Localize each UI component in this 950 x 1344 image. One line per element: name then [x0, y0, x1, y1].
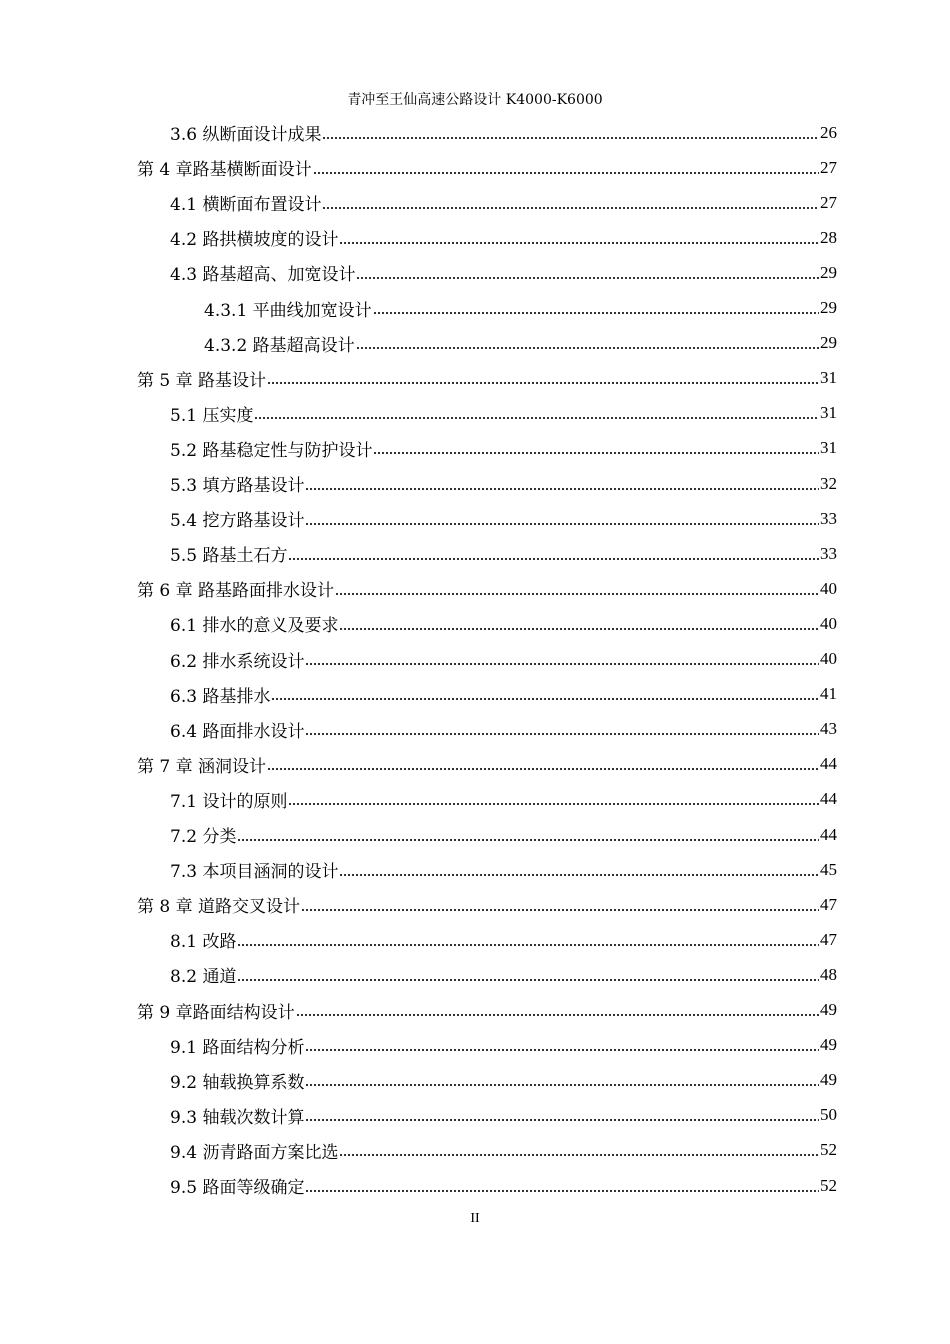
toc-page-number: 48 [820, 964, 837, 984]
toc-entry-label: 7.1 设计的原则 [170, 791, 288, 812]
toc-page-number: 49 [820, 1000, 837, 1019]
toc-section-entry[interactable] [170, 536, 837, 571]
toc-dot-leader [288, 557, 819, 561]
toc-entry-label: 9.5 路面等级确定 [170, 1178, 305, 1198]
toc-dot-leader [313, 171, 819, 175]
toc-dot-leader [339, 1153, 819, 1157]
toc-section-entry[interactable] [170, 220, 837, 255]
toc-section-entry[interactable] [170, 1028, 837, 1063]
toc-dot-leader [296, 1013, 819, 1017]
toc-chapter-entry[interactable] [137, 993, 837, 1028]
toc-dot-leader [356, 346, 819, 350]
toc-page-number: 26 [820, 122, 837, 142]
toc-entry-label: 第 4 章路基横断面设计 [137, 160, 312, 181]
toc-entry-label: 7.3 本项目涵洞的设计 [170, 862, 339, 883]
toc-section-entry[interactable] [170, 852, 837, 887]
toc-dot-leader [356, 276, 819, 280]
toc-entry-label: 4.3.1 平曲线加宽设计 [204, 300, 372, 321]
toc-section-entry[interactable] [170, 1063, 837, 1098]
toc-dot-leader [339, 241, 819, 245]
toc-dot-leader [322, 206, 819, 210]
toc-dot-leader [305, 1189, 819, 1193]
toc-page-number: 32 [820, 473, 837, 493]
toc-dot-leader [305, 1118, 819, 1122]
toc-page-number: 49 [820, 1035, 837, 1055]
toc-entry-label: 第 9 章路面结构设计 [137, 1002, 295, 1023]
toc-section-entry[interactable] [170, 466, 837, 501]
toc-section-entry[interactable] [170, 501, 837, 536]
toc-section-entry[interactable] [170, 115, 837, 150]
toc-section-entry[interactable] [170, 396, 837, 431]
running-header: 青冲至王仙高速公路设计 K4000-K6000 [347, 92, 603, 108]
toc-dot-leader [301, 908, 819, 912]
toc-entry-label: 第 7 章 涵洞设计 [137, 756, 267, 777]
toc-page-number: 47 [820, 894, 837, 914]
toc-page-number: 44 [820, 754, 837, 774]
toc-page-number: 49 [820, 1070, 837, 1090]
toc-entry-label: 5.1 压实度 [170, 405, 254, 426]
toc-dot-leader [267, 767, 819, 771]
toc-page-number: 41 [820, 684, 837, 704]
toc-entry-label: 5.5 路基土石方 [170, 546, 288, 567]
toc-dot-leader [339, 873, 819, 877]
toc-page-number: 31 [820, 368, 837, 388]
toc-page-number: 27 [820, 192, 837, 212]
toc-entry-label: 8.1 改路 [170, 932, 237, 953]
toc-page-number: 31 [820, 403, 837, 423]
toc-entry-label: 5.3 填方路基设计 [170, 476, 305, 496]
toc-subsection-entry[interactable] [204, 326, 837, 361]
toc-section-entry[interactable] [170, 431, 837, 466]
toc-dot-leader [288, 802, 819, 806]
toc-entry-label: 4.3 路基超高、加宽设计 [170, 265, 356, 286]
toc-section-entry[interactable] [170, 712, 837, 747]
toc-section-entry[interactable] [170, 922, 837, 957]
toc-page-number: 40 [820, 613, 837, 633]
toc-page-number: 33 [820, 508, 837, 528]
toc-entry-label: 9.4 沥青路面方案比选 [170, 1142, 339, 1163]
toc-entry-label: 第 6 章 路基路面排水设计 [137, 581, 335, 602]
toc-entry-label: 6.1 排水的意义及要求 [170, 616, 339, 637]
toc-page-number: 44 [820, 789, 837, 809]
toc-entry-label: 3.6 纵断面设计成果 [170, 125, 322, 145]
toc-entry-label: 4.1 横断面布置设计 [170, 195, 322, 216]
page-number: II [470, 1211, 480, 1226]
toc-entry-label: 第 8 章 道路交叉设计 [137, 897, 301, 918]
toc-page-number: 52 [820, 1140, 837, 1160]
toc-dot-leader [305, 522, 819, 526]
toc-dot-leader [237, 838, 819, 842]
toc-entry-label: 6.2 排水系统设计 [170, 651, 305, 672]
toc-dot-leader [305, 662, 819, 666]
toc-page-number: 40 [820, 649, 837, 668]
toc-entry-label: 9.2 轴载换算系数 [170, 1072, 305, 1093]
toc-section-entry[interactable] [170, 606, 837, 641]
toc-page-number: 33 [820, 543, 837, 563]
toc-entry-label: 6.4 路面排水设计 [170, 721, 305, 742]
toc-dot-leader [305, 732, 819, 736]
toc-dot-leader [373, 451, 819, 455]
toc-chapter-entry[interactable] [137, 571, 837, 606]
toc-section-entry[interactable] [170, 817, 837, 852]
toc-page-number: 50 [820, 1105, 837, 1125]
toc-page-number: 29 [820, 333, 837, 353]
toc-dot-leader [237, 978, 819, 982]
toc-section-entry[interactable] [170, 642, 837, 677]
toc-dot-leader [305, 1083, 819, 1087]
toc-page-number: 44 [820, 824, 837, 844]
toc-entry-label: 4.2 路拱横坡度的设计 [170, 230, 339, 251]
toc-page-number: 28 [820, 227, 837, 247]
toc-entry-label: 第 5 章 路基设计 [137, 370, 267, 391]
toc-entry-label: 7.2 分类 [170, 827, 237, 847]
toc-entry-label: 9.1 路面结构分析 [170, 1037, 305, 1058]
toc-section-entry[interactable] [170, 255, 837, 290]
toc-dot-leader [305, 1048, 819, 1052]
toc-chapter-entry[interactable] [137, 361, 837, 396]
toc-page-number: 27 [820, 157, 837, 177]
toc-dot-leader [339, 627, 819, 631]
toc-entry-label: 5.2 路基稳定性与防护设计 [170, 440, 373, 461]
toc-entry-label: 4.3.2 路基超高设计 [204, 335, 355, 356]
toc-entry-label: 5.4 挖方路基设计 [170, 511, 305, 532]
toc-page-number: 47 [820, 929, 837, 949]
toc-dot-leader [322, 136, 819, 140]
toc-dot-leader [267, 381, 819, 385]
toc-page-number: 45 [820, 859, 837, 879]
toc-page-number: 31 [820, 438, 837, 458]
toc-section-entry[interactable] [170, 1133, 837, 1168]
toc-section-entry[interactable] [170, 1098, 837, 1133]
toc-page-number: 43 [820, 719, 837, 739]
toc-chapter-entry[interactable] [137, 747, 837, 782]
toc-section-entry[interactable] [170, 782, 837, 817]
toc-section-entry[interactable] [170, 957, 837, 992]
toc-page-number: 29 [820, 298, 837, 317]
toc-chapter-entry[interactable] [137, 887, 837, 922]
toc-dot-leader [237, 943, 819, 947]
toc-dot-leader [254, 416, 819, 420]
toc-page-number: 29 [820, 262, 837, 282]
toc-entry-label: 9.3 轴载次数计算 [170, 1107, 305, 1128]
toc-entry-label: 6.3 路基排水 [170, 686, 271, 707]
toc-dot-leader [271, 697, 819, 701]
toc-page-number: 52 [820, 1175, 837, 1195]
toc-subsection-entry[interactable] [204, 291, 837, 326]
toc-dot-leader [373, 311, 819, 315]
toc-page-number: 40 [820, 578, 837, 598]
toc-section-entry[interactable] [170, 185, 837, 220]
toc-chapter-entry[interactable] [137, 150, 837, 185]
toc-section-entry[interactable] [170, 677, 837, 712]
toc-dot-leader [305, 487, 819, 491]
toc-dot-leader [335, 592, 819, 596]
toc-entry-label: 8.2 通道 [170, 967, 237, 988]
toc-section-entry[interactable] [170, 1168, 837, 1203]
